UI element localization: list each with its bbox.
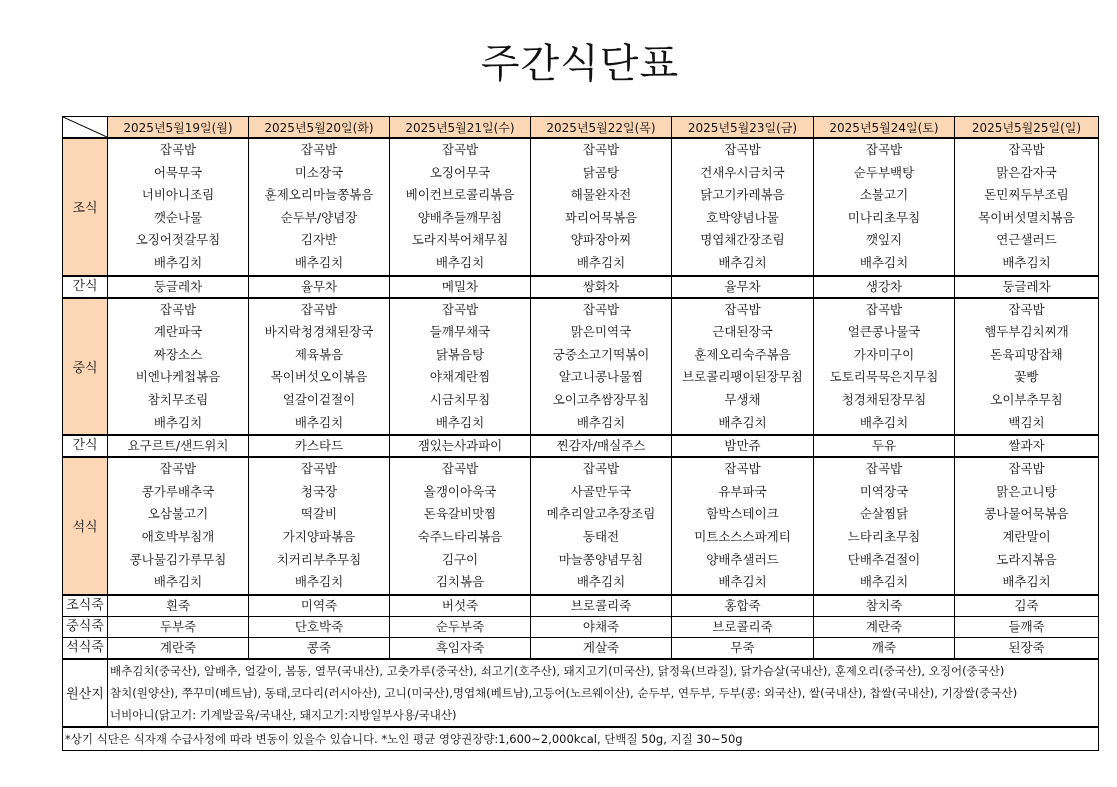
- menu-item: 잡곡밥: [300, 461, 338, 477]
- corner-cell: [63, 117, 108, 139]
- menu-item: 도라지북어채무침: [411, 232, 509, 248]
- menu-item: 소불고기: [859, 187, 909, 203]
- menu-item: 배추김치: [718, 254, 767, 270]
- menu-item: 무생채: [724, 391, 761, 407]
- menu-item: 연근샐러드: [996, 232, 1057, 248]
- snack-cell: 둥글레차: [108, 276, 249, 298]
- menu-item: 맑은감자국: [996, 164, 1057, 180]
- menu-item: 잡곡밥: [724, 142, 761, 157]
- menu-item: 잡곡밥: [1008, 142, 1045, 157]
- menu-cell: [672, 298, 814, 436]
- menu-item: 얼갈이겉절이: [282, 391, 356, 407]
- menu-item: 도토리묵묵은지무침: [829, 369, 939, 385]
- day-header: 2025년5월19일(월): [108, 117, 249, 139]
- header-row: [63, 117, 1099, 139]
- footnote: *상기 식단은 식자재 수급사정에 따라 변동이 있을수 있습니다. *노인 평균 영양권장량:1,600~2,000kcal, 단백질 50g, 지질 30~50g: [63, 727, 1099, 751]
- menu-item: 순두부/양념장: [280, 209, 358, 225]
- menu-item: 미소장국: [294, 164, 344, 180]
- menu-item: 배추김치: [153, 574, 203, 590]
- porridge-cell: 브로콜리죽: [672, 616, 814, 637]
- page-title: 주간식단표: [480, 41, 680, 87]
- menu-item: 호박양념나물: [706, 209, 779, 225]
- menu-item: 잡곡밥: [865, 461, 903, 477]
- porridge-cell: 흑임자죽: [390, 637, 531, 659]
- menu-item: 비엔나케첩볶음: [135, 369, 221, 385]
- porridge-lunch-row: [63, 616, 1099, 637]
- row-label-origin: 원산지: [63, 659, 108, 727]
- menu-item: 닭고기카레볶음: [700, 187, 785, 203]
- menu-item: 잡곡밥: [1008, 301, 1045, 317]
- menu-cell: [249, 457, 390, 595]
- menu-item: 알고니콩나물찜: [558, 369, 644, 385]
- porridge-cell: 김죽: [955, 595, 1099, 617]
- row-label-snack1: 간식: [63, 276, 108, 298]
- menu-item: 명엽채간장조림: [700, 232, 785, 248]
- menu-cell: [955, 298, 1099, 436]
- menu-item: 잡곡밥: [1008, 461, 1045, 477]
- menu-item: 오삼불고기: [147, 506, 209, 522]
- snack-cell: 쌍화차: [531, 276, 672, 298]
- menu-cell: [531, 298, 672, 436]
- menu-item: 야채계란찜: [429, 369, 491, 385]
- menu-item: 미역장국: [859, 483, 909, 499]
- menu-item: 마늘쫑양념무침: [558, 551, 644, 567]
- day-header: 2025년5월20일(화): [249, 117, 390, 139]
- menu-item: 꽈리어묵볶음: [564, 209, 638, 225]
- row-label-lunch: 중식: [63, 298, 108, 436]
- menu-item: 목이버섯멸치볶음: [978, 209, 1075, 225]
- menu-item: 잡곡밥: [300, 142, 338, 157]
- menu-cell: [108, 298, 249, 436]
- menu-item: 배추김치: [576, 574, 626, 590]
- snack-cell: 잼있는사과파이: [390, 435, 531, 457]
- menu-cell: [672, 457, 814, 595]
- diagonal-line: [63, 117, 107, 137]
- menu-item: 배추김치: [294, 414, 344, 430]
- menu-cell: [531, 138, 672, 276]
- menu-item: 떡갈비: [300, 506, 338, 522]
- porridge-cell: 게살죽: [531, 637, 672, 659]
- menu-item: 잡곡밥: [441, 301, 479, 317]
- menu-item: 건새우시금치국: [700, 164, 785, 180]
- menu-item: 어묵무국: [153, 164, 203, 180]
- menu-item: 양배추샐러드: [706, 551, 779, 567]
- menu-item: 오이부추무침: [990, 391, 1063, 407]
- menu-item: 훈제오리숙주볶음: [694, 346, 791, 362]
- menu-item: 배추김치: [153, 254, 203, 270]
- menu-item: 백김치: [1008, 414, 1045, 430]
- menu-item: 김치볶음: [435, 574, 485, 590]
- menu-item: 잡곡밥: [300, 301, 338, 317]
- menu-cell: [390, 138, 531, 276]
- porridge-cell: 순두부죽: [390, 616, 531, 637]
- menu-item: 함박스테이크: [706, 506, 779, 522]
- day-header: 2025년5월22일(목): [531, 117, 672, 139]
- menu-item: 계란파국: [153, 324, 203, 340]
- menu-item: 잡곡밥: [865, 301, 903, 317]
- note-row: [63, 727, 1099, 751]
- menu-item: 메추리알고추장조림: [546, 506, 656, 522]
- menu-cell: [390, 457, 531, 595]
- menu-item: 미나리초무침: [847, 209, 921, 225]
- menu-item: 가지양파볶음: [282, 528, 356, 544]
- menu-cell: [955, 457, 1099, 595]
- menu-item: 느타리초무침: [847, 528, 921, 544]
- row-label-porridge-lunch: 중식죽: [63, 616, 108, 637]
- row-label-breakfast: 조식: [63, 138, 108, 276]
- snack-cell: 찐감자/매실주스: [531, 435, 672, 457]
- menu-item: 근대된장국: [712, 324, 773, 340]
- menu-item: 잡곡밥: [441, 142, 479, 157]
- menu-item: 콩나물김가루무침: [129, 551, 227, 567]
- snack-cell: 요구르트/샌드위치: [108, 435, 249, 457]
- menu-item: 제육볶음: [294, 346, 344, 362]
- menu-item: 올갱이아욱국: [423, 483, 497, 499]
- menu-item: 배추김치: [435, 414, 485, 430]
- menu-item: 참치무조림: [147, 391, 209, 407]
- menu-item: 돈민찌두부조림: [984, 187, 1069, 203]
- breakfast-row: [63, 138, 1099, 276]
- porridge-cell: 버섯죽: [390, 595, 531, 617]
- menu-item: 청국장: [300, 483, 338, 499]
- menu-cell: [108, 457, 249, 595]
- menu-item: 닭곰탕: [582, 164, 620, 180]
- snack2-row: [63, 435, 1099, 457]
- porridge-cell: 두부죽: [108, 616, 249, 637]
- snack-cell: 쌀과자: [955, 435, 1099, 457]
- menu-item: 잡곡밥: [159, 142, 197, 157]
- menu-item: 콩나물어묵볶음: [984, 506, 1069, 522]
- menu-item: 김구이: [441, 551, 479, 567]
- porridge-cell: 참치죽: [814, 595, 955, 617]
- porridge-cell: 야채죽: [531, 616, 672, 637]
- menu-item: 배추김치: [576, 414, 626, 430]
- menu-item: 해물완자전: [570, 187, 632, 203]
- menu-item: 도라지볶음: [996, 551, 1057, 567]
- origin-line: 너비아니(닭고기: 기계발골육/국내산, 돼지고기:지방일부사용/국내산): [110, 707, 457, 722]
- menu-cell: [955, 138, 1099, 276]
- porridge-cell: 된장죽: [955, 637, 1099, 659]
- menu-item: 순두부백탕: [853, 164, 915, 180]
- menu-item: 잡곡밥: [582, 301, 620, 317]
- lunch-row: [63, 298, 1099, 436]
- porridge-cell: 계란죽: [108, 637, 249, 659]
- menu-item: 유부파국: [718, 483, 767, 499]
- porridge-dinner-row: [63, 637, 1099, 659]
- day-header: 2025년5월24일(토): [814, 117, 955, 139]
- snack-cell: 율무차: [249, 276, 390, 298]
- menu-item: 시금치무침: [429, 391, 491, 407]
- snack-cell: 율무차: [672, 276, 814, 298]
- menu-item: 맑은고니탕: [996, 483, 1057, 499]
- menu-item: 햄두부김치찌개: [984, 324, 1069, 340]
- menu-item: 배추김치: [859, 574, 909, 590]
- menu-item: 맑은미역국: [570, 324, 632, 340]
- menu-cell: [108, 138, 249, 276]
- menu-item: 배추김치: [859, 414, 909, 430]
- menu-item: 베이컨브로콜리볶음: [405, 187, 515, 203]
- snack-cell: 둥글레차: [955, 276, 1099, 298]
- menu-item: 돈육갈비맛찜: [423, 506, 497, 522]
- menu-item: 순살찜닭: [859, 506, 909, 522]
- origin-info: [108, 659, 1099, 727]
- menu-cell: [814, 298, 955, 436]
- menu-cell: [814, 457, 955, 595]
- menu-cell: [814, 138, 955, 276]
- menu-item: 잡곡밥: [159, 461, 197, 477]
- menu-item: 궁중소고기떡볶이: [552, 346, 650, 362]
- menu-item: 배추김치: [294, 254, 344, 270]
- menu-item: 잡곡밥: [865, 142, 903, 157]
- menu-cell: [249, 138, 390, 276]
- menu-item: 짜장소스: [153, 346, 203, 362]
- menu-item: 잡곡밥: [159, 301, 197, 317]
- snack-cell: 두유: [814, 435, 955, 457]
- snack-cell: 밤만쥬: [672, 435, 814, 457]
- menu-item: 배추김치: [1002, 574, 1051, 590]
- menu-item: 깻순나물: [153, 209, 203, 225]
- menu-item: 브로콜리팽이된장무침: [682, 369, 803, 385]
- menu-item: 잡곡밥: [582, 461, 620, 477]
- menu-item: 애호박부침개: [141, 528, 215, 544]
- porridge-cell: 콩죽: [249, 637, 390, 659]
- snack-cell: 메밀차: [390, 276, 531, 298]
- dinner-row: [63, 457, 1099, 595]
- menu-item: 동태전: [582, 528, 620, 544]
- menu-item: 돈육피망잡채: [990, 346, 1063, 362]
- menu-item: 숙주느타리볶음: [417, 528, 503, 544]
- menu-item: 계란말이: [1002, 528, 1051, 544]
- porridge-cell: 깨죽: [814, 637, 955, 659]
- menu-cell: [390, 298, 531, 436]
- menu-item: 오징어무국: [429, 164, 491, 180]
- day-header: 2025년5월23일(금): [672, 117, 814, 139]
- menu-cell: [531, 457, 672, 595]
- menu-item: 잡곡밥: [582, 142, 620, 157]
- menu-item: 청경채된장무침: [841, 391, 927, 407]
- menu-item: 꽃빵: [1014, 369, 1039, 385]
- menu-item: 배추김치: [153, 414, 203, 430]
- menu-item: 양배추들깨무침: [417, 209, 503, 225]
- porridge-breakfast-row: [63, 595, 1099, 617]
- menu-item: 배추김치: [718, 574, 767, 590]
- menu-item: 깻잎지: [865, 232, 903, 248]
- row-label-dinner: 석식: [63, 457, 108, 595]
- snack-cell: 카스타드: [249, 435, 390, 457]
- menu-item: 잡곡밥: [441, 461, 479, 477]
- menu-item: 배추김치: [294, 574, 344, 590]
- day-header: 2025년5월21일(수): [390, 117, 531, 139]
- menu-item: 바지락청경채된장국: [264, 324, 374, 340]
- menu-item: 잡곡밥: [724, 461, 761, 477]
- menu-item: 가자미구이: [853, 346, 915, 362]
- porridge-cell: 미역죽: [249, 595, 390, 617]
- menu-item: 잡곡밥: [724, 301, 761, 317]
- menu-item: 미트소스스파게티: [694, 528, 791, 544]
- menu-item: 단배추겉절이: [847, 551, 921, 567]
- menu-cell: [249, 298, 390, 436]
- origin-line: 참치(원양산), 쭈꾸미(베트남), 동태,코다리(러시아산), 고니(미국산),명엽채(베트남),고등어(노르웨이산), 순두부, 연두부, 두부(콩: 외국산), 쌀(국내산), 찹쌀(국내산), 기장쌀(중국산): [110, 685, 1018, 700]
- menu-item: 김자반: [300, 232, 338, 248]
- porridge-cell: 흰죽: [108, 595, 249, 617]
- menu-item: 오이고추쌈장무침: [552, 391, 650, 407]
- menu-item: 너비아니조림: [141, 187, 215, 203]
- weekly-menu-table: [62, 116, 1099, 751]
- menu-item: 훈제오리마늘쫑볶음: [264, 187, 374, 203]
- snack-cell: 생강차: [814, 276, 955, 298]
- menu-item: 배추김치: [435, 254, 485, 270]
- menu-item: 닭볶음탕: [435, 346, 485, 362]
- menu-item: 양파장아찌: [570, 232, 632, 248]
- day-header: 2025년5월25일(일): [955, 117, 1099, 139]
- row-label-porridge-dinner: 석식죽: [63, 637, 108, 659]
- menu-item: 배추김치: [718, 414, 767, 430]
- porridge-cell: 무죽: [672, 637, 814, 659]
- menu-item: 콩가루배추국: [141, 483, 215, 499]
- menu-item: 배추김치: [576, 254, 626, 270]
- menu-cell: [672, 138, 814, 276]
- porridge-cell: 계란죽: [814, 616, 955, 637]
- menu-item: 얼큰콩나물국: [847, 324, 921, 340]
- porridge-cell: 들깨죽: [955, 616, 1099, 637]
- menu-item: 치커리부추무침: [276, 551, 362, 567]
- menu-item: 배추김치: [1002, 254, 1051, 270]
- porridge-cell: 홍합죽: [672, 595, 814, 617]
- porridge-cell: 단호박죽: [249, 616, 390, 637]
- origin-row: [63, 659, 1099, 727]
- origin-line: 배추김치(중국산), 알배추, 얼갈이, 봄동, 열무(국내산), 고춧가루(중국산), 쇠고기(호주산), 돼지고기(미국산), 닭정육(브라질), 닭가슴살(국내산), 훈제오리(중국산), 오징어(중국산): [110, 663, 1005, 678]
- porridge-cell: 브로콜리죽: [531, 595, 672, 617]
- row-label-porridge-breakfast: 조식죽: [63, 595, 108, 617]
- menu-item: 오징어젓갈무침: [135, 232, 221, 248]
- snack1-row: [63, 276, 1099, 298]
- row-label-snack2: 간식: [63, 435, 108, 457]
- menu-item: 사골만두국: [570, 483, 632, 499]
- menu-item: 들깨무채국: [429, 324, 491, 340]
- menu-item: 배추김치: [859, 254, 909, 270]
- menu-item: 목이버섯오이볶음: [270, 369, 368, 385]
